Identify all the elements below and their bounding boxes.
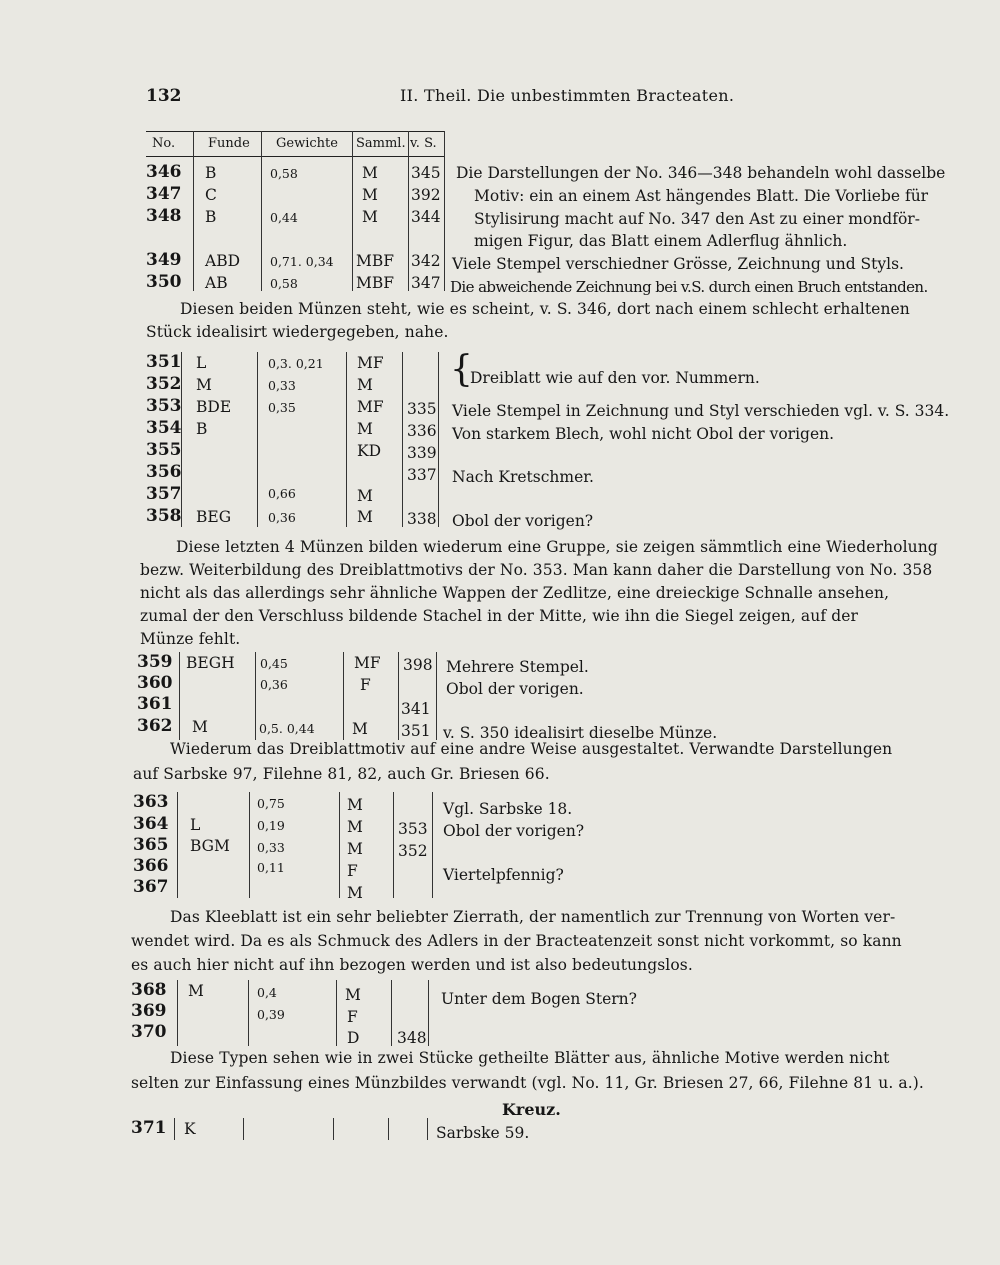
col-rule — [436, 652, 437, 740]
row-no: 356 — [146, 462, 182, 482]
page-number: 132 — [146, 86, 182, 106]
row-samml: M — [347, 818, 363, 836]
col-rule — [336, 980, 337, 1046]
col-rule — [179, 652, 180, 740]
header-samml: Samml. — [356, 136, 406, 151]
remark: Dreiblatt wie auf den vor. Nummern. — [470, 369, 760, 387]
row-vs: 345 — [411, 164, 441, 182]
row-samml: MBF — [356, 274, 395, 292]
row-vs: 337 — [407, 466, 437, 484]
row-vs: 336 — [407, 422, 437, 440]
row-funde: C — [205, 186, 217, 204]
table-header — [146, 131, 444, 157]
col-rule — [257, 352, 258, 527]
remark: Viertelpfennig? — [443, 866, 564, 884]
paragraph-line: Diesen beiden Münzen steht, wie es scheint, v. S. 346, dort nach einem schlecht erhaltenen — [180, 300, 910, 318]
row-samml: M — [362, 164, 378, 182]
remark: Stylisirung macht auf No. 347 den Ast zu einer mondför- — [474, 210, 920, 228]
col-rule — [393, 792, 394, 898]
col-rule — [402, 352, 403, 527]
row-gewichte: 0,33 — [268, 378, 296, 393]
col-rule — [428, 980, 429, 1046]
row-vs: 341 — [401, 700, 431, 718]
row-vs: 338 — [407, 510, 437, 528]
row-funde: L — [196, 354, 207, 372]
paragraph-line: es auch hier nicht auf ihn bezogen werden und ist also bedeutungslos. — [131, 956, 693, 974]
remark: v. S. 350 idealisirt dieselbe Münze. — [443, 724, 718, 742]
col-rule — [408, 131, 409, 291]
row-vs: 344 — [411, 208, 441, 226]
row-funde: B — [205, 164, 217, 182]
row-samml: M — [347, 796, 363, 814]
col-rule — [255, 652, 256, 740]
col-rule — [432, 792, 433, 898]
row-funde: M — [192, 718, 208, 736]
row-gewichte: 0,45 — [260, 656, 288, 671]
header-no: No. — [152, 136, 176, 151]
col-rule — [346, 352, 347, 527]
col-rule — [249, 792, 250, 898]
row-no: 364 — [133, 814, 169, 834]
row-gewichte: 0,58 — [270, 166, 298, 181]
row-no: 368 — [131, 980, 167, 1000]
row-funde: ABD — [205, 252, 241, 270]
col-rule — [438, 352, 439, 527]
row-samml: KD — [357, 442, 382, 460]
header-funde: Funde — [208, 136, 250, 151]
row-samml: MF — [354, 654, 381, 672]
header-vs: v. S. — [410, 136, 437, 151]
remark: Die abweichende Zeichnung bei v.S. durch einen Bruch entstanden. — [450, 278, 928, 296]
row-funde: AB — [205, 274, 228, 292]
paragraph-line: bezw. Weiterbildung des Dreiblattmotivs der No. 353. Man kann daher die Darstellung von No. 358 — [140, 561, 933, 579]
row-no: 349 — [146, 250, 182, 270]
remark: Obol der vorigen. — [446, 680, 584, 698]
header-gewichte: Gewichte — [276, 136, 338, 151]
row-gewichte: 0,44 — [270, 210, 298, 225]
row-samml: M — [345, 986, 361, 1004]
row-no: 358 — [146, 506, 182, 526]
remark: Viele Stempel in Zeichnung und Styl verschieden vgl. v. S. 334. — [452, 402, 950, 420]
row-samml: MF — [357, 398, 384, 416]
row-gewichte: 0,11 — [257, 860, 285, 875]
col-rule — [177, 980, 178, 1046]
row-samml: M — [362, 186, 378, 204]
col-rule — [243, 1118, 244, 1140]
row-no: 359 — [137, 652, 173, 672]
col-rule — [427, 1118, 428, 1140]
row-gewichte: 0,4 — [257, 985, 277, 1000]
section-heading: Kreuz. — [502, 1100, 561, 1119]
row-funde: L — [190, 816, 201, 834]
paragraph-line: Münze fehlt. — [140, 630, 241, 648]
row-gewichte: 0,35 — [268, 400, 296, 415]
row-samml: M — [352, 720, 368, 738]
paragraph-line: wendet wird. Da es als Schmuck des Adlers in der Bracteatenzeit sonst nicht vorkommt, so kann — [131, 932, 902, 950]
brace-icon: { — [450, 349, 473, 390]
row-no: 348 — [146, 206, 182, 226]
remark: Vgl. Sarbske 18. — [443, 800, 573, 818]
row-no: 351 — [146, 352, 182, 372]
row-samml: M — [347, 840, 363, 858]
col-rule — [444, 131, 445, 291]
row-vs: 392 — [411, 186, 441, 204]
remark: Unter dem Bogen Stern? — [441, 990, 637, 1008]
row-no: 354 — [146, 418, 182, 438]
row-samml: D — [347, 1029, 360, 1047]
row-gewichte: 0,36 — [268, 510, 296, 525]
remark: Viele Stempel verschiedner Grösse, Zeichnung und Styls. — [452, 255, 904, 273]
row-gewichte: 0,36 — [260, 677, 288, 692]
paragraph-line: Diese letzten 4 Münzen bilden wiederum eine Gruppe, sie zeigen sämmtlich eine Wiederholung — [176, 538, 938, 556]
row-vs: 352 — [398, 842, 428, 860]
col-rule — [193, 131, 194, 291]
row-funde: BGM — [190, 837, 230, 855]
row-samml: M — [357, 487, 373, 505]
row-samml: M — [357, 508, 373, 526]
paragraph-line: Stück idealisirt wiedergegeben, nahe. — [146, 323, 449, 341]
remark: Sarbske 59. — [436, 1124, 530, 1142]
row-samml: MBF — [356, 252, 395, 270]
row-no: 353 — [146, 396, 182, 416]
running-head: II. Theil. Die unbestimmten Bracteaten. — [400, 86, 735, 105]
row-samml: F — [360, 676, 371, 694]
col-rule — [398, 652, 399, 740]
paragraph-line: nicht als das allerdings sehr ähnliche Wappen der Zedlitze, eine dreieckige Schnalle ansehen, — [140, 584, 890, 602]
paragraph-line: selten zur Einfassung eines Münzbildes verwandt (vgl. No. 11, Gr. Briesen 27, 66, Filehne 81 u. a.). — [131, 1074, 924, 1092]
row-no: 360 — [137, 673, 173, 693]
row-samml: M — [357, 420, 373, 438]
row-samml: F — [347, 862, 358, 880]
row-samml: M — [347, 884, 363, 902]
row-vs: 342 — [411, 252, 441, 270]
row-no: 346 — [146, 162, 182, 182]
row-no: 369 — [131, 1001, 167, 1021]
row-gewichte: 0,3. 0,21 — [268, 356, 324, 371]
row-samml: M — [362, 208, 378, 226]
row-samml: F — [347, 1008, 358, 1026]
row-gewichte: 0,19 — [257, 818, 285, 833]
remark: Obol der vorigen? — [443, 822, 585, 840]
col-rule — [339, 792, 340, 898]
row-no: 367 — [133, 877, 169, 897]
row-no: 362 — [137, 716, 173, 736]
row-samml: MF — [357, 354, 384, 372]
row-gewichte: 0,33 — [257, 840, 285, 855]
col-rule — [343, 652, 344, 740]
col-rule — [248, 980, 249, 1046]
row-vs: 353 — [398, 820, 428, 838]
row-vs: 339 — [407, 444, 437, 462]
col-rule — [177, 792, 178, 898]
paragraph-line: zumal der den Verschluss bildende Stachel in der Mitte, wie ihn die Siegel zeigen, auf der — [140, 607, 859, 625]
paragraph-line: Das Kleeblatt ist ein sehr beliebter Zierrath, der namentlich zur Trennung von Worten ver- — [170, 908, 896, 926]
row-gewichte: 0,66 — [268, 486, 296, 501]
col-rule — [352, 131, 353, 291]
remark: Die Darstellungen der No. 346—348 behandeln wohl dasselbe — [456, 164, 946, 182]
row-vs: 398 — [403, 656, 433, 674]
remark: Motiv: ein an einem Ast hängendes Blatt. Die Vorliebe für — [474, 187, 929, 205]
row-funde: M — [196, 376, 212, 394]
row-no: 363 — [133, 792, 169, 812]
row-no: 361 — [137, 694, 173, 714]
row-no: 350 — [146, 272, 182, 292]
remark: Obol der vorigen? — [452, 512, 594, 530]
row-gewichte: 0,39 — [257, 1007, 285, 1022]
col-rule — [174, 1118, 175, 1140]
paragraph-line: auf Sarbske 97, Filehne 81, 82, auch Gr. Briesen 66. — [133, 765, 550, 783]
row-vs: 347 — [411, 274, 441, 292]
row-no: 365 — [133, 835, 169, 855]
row-funde: K — [184, 1120, 196, 1138]
row-funde: BEGH — [186, 654, 235, 672]
col-rule — [261, 131, 262, 291]
col-rule — [388, 1118, 389, 1140]
row-no: 352 — [146, 374, 182, 394]
remark: Mehrere Stempel. — [446, 658, 589, 676]
remark: Von starkem Blech, wohl nicht Obol der vorigen. — [452, 425, 835, 443]
row-no: 366 — [133, 856, 169, 876]
row-funde: B — [205, 208, 217, 226]
row-vs: 335 — [407, 400, 437, 418]
row-gewichte: 0,71. 0,34 — [270, 254, 334, 269]
row-no: 371 — [131, 1118, 167, 1138]
paragraph-line: Diese Typen sehen wie in zwei Stücke getheilte Blätter aus, ähnliche Motive werden nicht — [170, 1049, 890, 1067]
row-funde: B — [196, 420, 208, 438]
row-gewichte: 0,75 — [257, 796, 285, 811]
paragraph-line: Wiederum das Dreiblattmotiv auf eine andre Weise ausgestaltet. Verwandte Darstellungen — [170, 740, 893, 758]
row-no: 370 — [131, 1022, 167, 1042]
row-no: 347 — [146, 184, 182, 204]
row-funde: BEG — [196, 508, 232, 526]
row-funde: M — [188, 982, 204, 1000]
remark: Nach Kretschmer. — [452, 468, 594, 486]
row-gewichte: 0,58 — [270, 276, 298, 291]
row-funde: BDE — [196, 398, 232, 416]
row-vs: 348 — [397, 1029, 427, 1047]
remark: migen Figur, das Blatt einem Adlerflug ähnlich. — [474, 232, 848, 250]
col-rule — [391, 980, 392, 1046]
row-no: 355 — [146, 440, 182, 460]
row-no: 357 — [146, 484, 182, 504]
row-samml: M — [357, 376, 373, 394]
row-gewichte: 0,5. 0,44 — [259, 721, 315, 736]
row-vs: 351 — [401, 722, 431, 740]
col-rule — [333, 1118, 334, 1140]
